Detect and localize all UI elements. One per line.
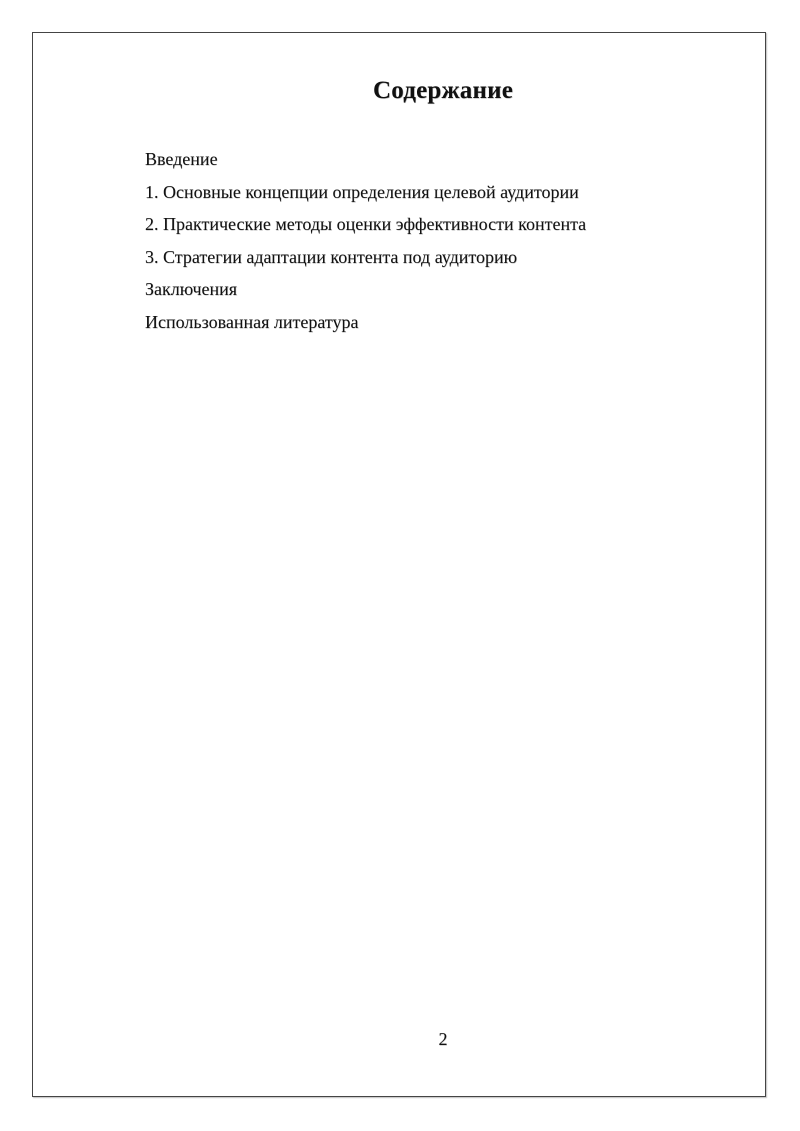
toc-item-conclusion: Заключения [145, 279, 238, 300]
toc-item-references: Использованная литература [145, 311, 359, 332]
table-of-contents [145, 143, 586, 339]
page-title: Содержание [372, 77, 513, 104]
page-number: 2 [438, 1029, 448, 1049]
toc-item-chapter-2: 2. Практические методы оценки эффективности контента [145, 214, 587, 235]
toc-item-introduction: Введение [145, 149, 218, 169]
toc-item-chapter-1: 1. Основные концепции определения целевой аудитории [145, 181, 579, 202]
toc-item-chapter-3: 3. Стратегии адаптации контента под аудиторию [145, 246, 518, 267]
document-page [32, 32, 766, 1097]
